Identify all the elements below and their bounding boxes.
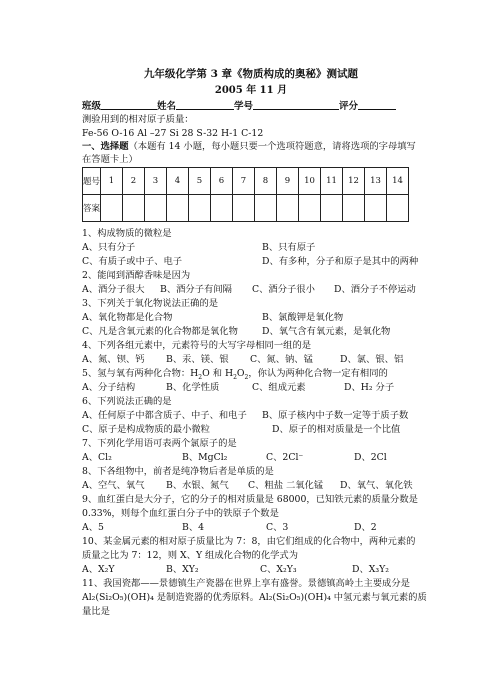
question-8: 8、下各组物中，前者是纯净物后者是单质的是 (82, 466, 274, 477)
question-10-line2: 质量之比为 7：12，则 X、Y 组成化合物的化学式为 (82, 550, 299, 561)
question-number: 13 (365, 168, 387, 195)
answer-cell[interactable] (365, 195, 387, 222)
class-blank[interactable] (101, 98, 157, 110)
option-c: C、原子是构成物质的最小微粒 (82, 424, 210, 435)
question-number: 12 (343, 168, 365, 195)
question-number: 10 (299, 168, 321, 195)
answer-cell[interactable] (211, 195, 233, 222)
answer-table-answer-row (83, 195, 409, 222)
option-a: A、任何原子中都含质子、中子、和电子 (82, 410, 247, 421)
question-number: 5 (189, 168, 211, 195)
option-b: B、化学性质 (166, 382, 220, 393)
option-c: C、有质子或中子、电子 (82, 256, 183, 267)
option-d: D、氧气、氧化铁 (340, 480, 413, 491)
exam-date: 2005 年 11 月 (214, 85, 288, 96)
answer-cell[interactable] (321, 195, 343, 222)
option-b: B、原子核内中子数一定等于质子数 (262, 410, 409, 421)
option-b: B、酒分子有间隔 (160, 284, 232, 295)
table-row-header: 题号 (83, 168, 101, 195)
option-c: C、氮、钠、锰 (250, 354, 313, 365)
answer-cell[interactable] (277, 195, 299, 222)
section-title: 一、选择题 (82, 141, 129, 152)
question-2: 2、能闻到酒醇香味是因为 (82, 270, 191, 281)
question-9-line1: 9、血红蛋白是大分子，它的分子的相对质量是 68000，已知铁元素的质量分数是 (82, 494, 418, 505)
option-b: B、汞、镁、银 (166, 354, 229, 365)
answer-table (82, 167, 409, 222)
question-number: 3 (145, 168, 167, 195)
option-d: D、氧气含有氧元素，是氧化物 (262, 326, 391, 337)
answer-cell[interactable] (343, 195, 365, 222)
option-b: B、4 (182, 522, 205, 533)
question-3: 3、下列关于氧化物说法正确的是 (82, 298, 219, 309)
name-blank[interactable] (176, 98, 234, 110)
table-row-header: 答案 (83, 195, 101, 222)
option-c: C、X₂Y₃ (260, 564, 297, 575)
page-title: 九年级化学第 3 章《物质构成的奥秘》测试题 (143, 68, 359, 80)
option-d: D、原子的相对质量是一个比值 (272, 424, 401, 435)
question-number: 8 (255, 168, 277, 195)
score-blank[interactable] (358, 98, 396, 110)
answer-cell[interactable] (167, 195, 189, 222)
option-a: A、分子结构 (82, 382, 136, 393)
option-a: A、氮、钡、钙 (82, 354, 145, 365)
question-number: 2 (123, 168, 145, 195)
question-5-text-mid2: O (236, 368, 245, 379)
question-11-line3: 量比是 (82, 606, 110, 617)
class-label: 班级 (82, 101, 102, 112)
section-note: （本题有 14 小题，每小题只要一个选项符题意，请将选项的字母填写在答题卡上） (82, 141, 416, 165)
question-number: 4 (167, 168, 189, 195)
question-11-line1: 11、我国瓷都——景德镇生产瓷器在世界上享有盛誉。景德镇高岭土主要成分是 (82, 578, 410, 589)
question-5-text-mid: O 和 H (202, 368, 234, 379)
atomic-masses-label: 测验用到的相对原子质量： (82, 114, 194, 125)
option-b: B、水银、氮气 (166, 480, 229, 491)
option-d: D、2Cl (354, 452, 387, 463)
question-number: 9 (277, 168, 299, 195)
subscript-2: 2 (198, 373, 203, 381)
answer-cell[interactable] (189, 195, 211, 222)
answer-cell[interactable] (101, 195, 123, 222)
question-4: 4、下列各组元素中，元素符号的大写字母相同一组的是 (82, 340, 312, 351)
question-number: 1 (101, 168, 123, 195)
option-d: D、有多种，分子和原子是其中的两种 (262, 256, 419, 267)
option-b: B、只有原子 (262, 242, 316, 253)
student-info-fields (82, 98, 422, 112)
option-a: A、5 (82, 522, 104, 533)
question-10-line1: 10、某金属元素的相对原子质量比为 7：8，由它们组成的化合物中，两种元素的 (82, 536, 416, 547)
question-11-line2: Al₂(Si₂O₅)(OH)₄ 是制造瓷器的优秀原料。Al₂(Si₂O₅)(OH)₄ 中氢元素与氧元素的质 (82, 592, 427, 603)
student-id-label: 学号 (234, 101, 254, 112)
question-9-line2: 0.33%，则每个血红蛋白分子中的铁原子个数是 (82, 508, 279, 519)
option-c: C、3 (266, 522, 289, 533)
answer-table-number-row (83, 168, 409, 195)
option-a: A、空气、氧气 (82, 480, 145, 491)
subscript-2: 2 (233, 373, 237, 381)
option-d: D、H₂ 分子 (344, 382, 395, 393)
score-label: 评分 (339, 101, 359, 112)
option-d: D、氯、银、铝 (340, 354, 404, 365)
question-5-text-end: ，你认为两种化合物一定有相同的 (248, 368, 388, 379)
option-a: A、氧化物都是化合物 (82, 312, 173, 323)
subscript-2: 2 (244, 373, 249, 381)
question-7: 7、下列化学用语可表两个氯原子的是 (82, 438, 237, 449)
name-label: 姓名 (157, 101, 177, 112)
question-5-text-start: 5、氢与氧有两种化合物：H (82, 368, 199, 379)
option-a: A、只有分子 (82, 242, 136, 253)
question-6: 6、下列说法正确的是 (82, 396, 172, 407)
option-c: C、2Cl⁻ (266, 452, 304, 463)
option-d: D、X₃Y₂ (352, 564, 389, 575)
question-number: 11 (321, 168, 343, 195)
question-number: 6 (211, 168, 233, 195)
option-c: C、组成元素 (252, 382, 306, 393)
option-d: D、2 (354, 522, 377, 533)
option-c: C、粗盐 二氧化锰 (248, 480, 324, 491)
option-b: B、XY₂ (166, 564, 199, 575)
atomic-masses: Fe-56 O-16 Al –27 Si 28 S-32 H-1 C-12 (82, 128, 264, 139)
question-number: 14 (387, 168, 409, 195)
answer-cell[interactable] (233, 195, 255, 222)
student-id-blank[interactable] (253, 98, 339, 110)
option-a: A、酒分子很大 (82, 284, 145, 295)
option-b: B、氯酸钾是氧化物 (262, 312, 344, 323)
answer-cell[interactable] (255, 195, 277, 222)
question-number: 7 (233, 168, 255, 195)
option-c: C、酒分子很小 (252, 284, 315, 295)
answer-cell[interactable] (387, 195, 409, 222)
option-d: D、酒分子不停运动 (334, 284, 416, 295)
option-c: C、凡是含氧元素的化合物都是氧化物 (82, 326, 238, 337)
answer-cell[interactable] (299, 195, 321, 222)
option-a: A、Cl₂ (82, 452, 112, 463)
option-b: B、MgCl₂ (182, 452, 228, 463)
answer-cell[interactable] (123, 195, 145, 222)
option-a: A、X₂Y (82, 564, 115, 575)
question-1: 1、构成物质的微粒是 (82, 228, 172, 239)
section-heading (82, 140, 422, 166)
answer-cell[interactable] (145, 195, 167, 222)
